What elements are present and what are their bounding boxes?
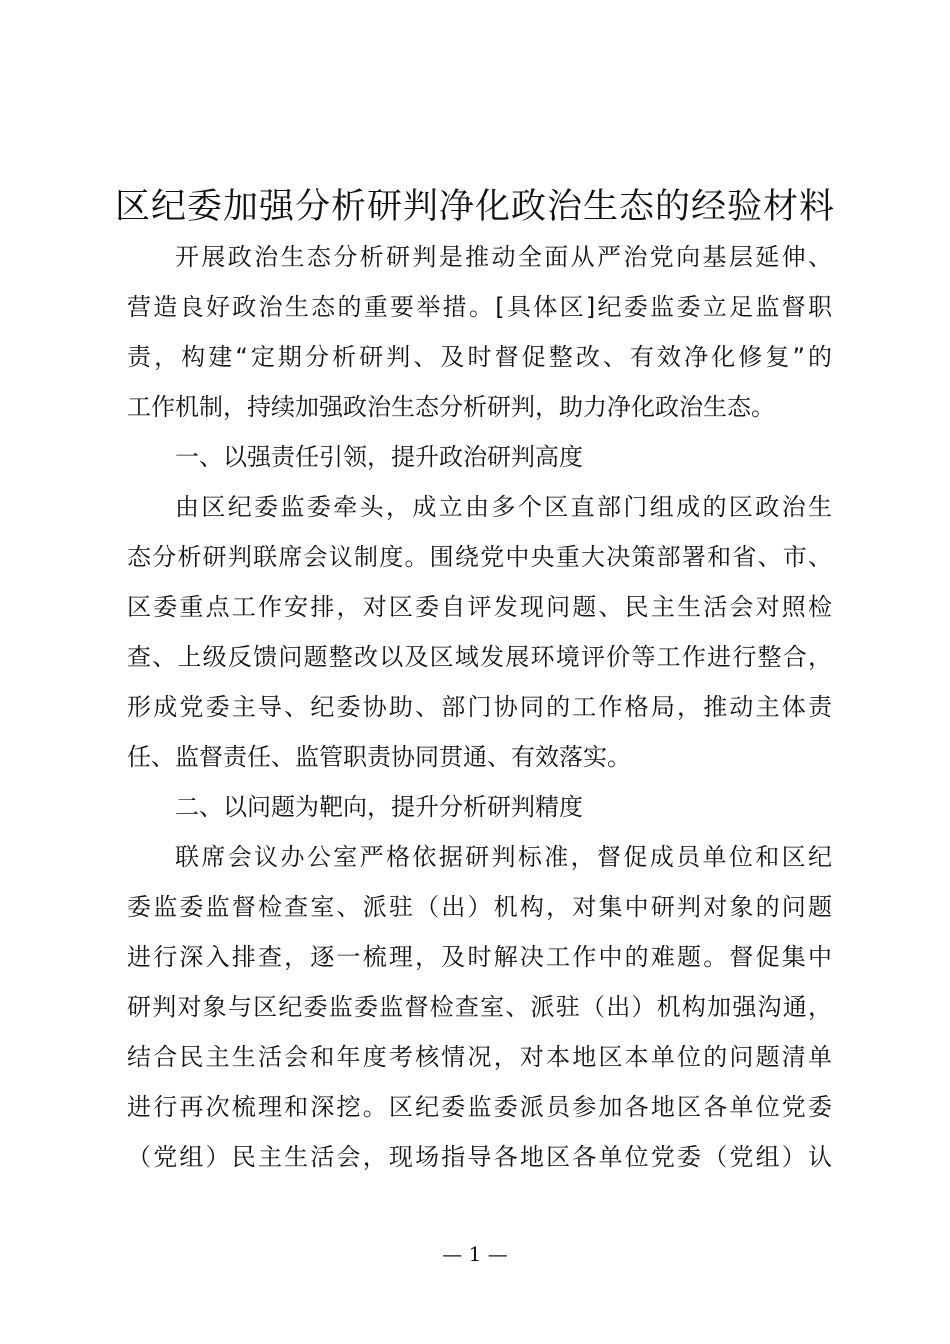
intro-paragraph	[127, 232, 832, 432]
section-2-paragraph	[127, 832, 832, 1182]
document-body	[127, 232, 832, 1182]
text-line: 营造良好政治生态的重要举措。[具体区]纪委监委立足监督职	[127, 293, 832, 321]
document-title: 区纪委加强分析研判净化政治生态的经验材料	[114, 187, 835, 227]
text-line: 联席会议办公室严格依据研判标准，督促成员单位和区纪	[175, 843, 832, 871]
text-line: 任、监督责任、监管职责协同贯通、有效落实。	[127, 743, 631, 771]
text-line: 进行再次梳理和深挖。区纪委监委派员参加各地区各单位党委	[127, 1093, 832, 1121]
text-line: 区委重点工作安排，对区委自评发现问题、民主生活会对照检	[127, 593, 832, 621]
text-line: 开展政治生态分析研判是推动全面从严治党向基层延伸、	[175, 243, 832, 271]
text-line: 工作机制，持续加强政治生态分析研判，助力净化政治生态。	[127, 393, 775, 421]
text-line: 形成党委主导、纪委协助、部门协同的工作格局，推动主体责	[127, 693, 832, 721]
text-line: 由区纪委监委牵头，成立由多个区直部门组成的区政治生	[175, 493, 832, 521]
page-number: — 1 —	[442, 1242, 508, 1266]
text-line: 态分析研判联席会议制度。围绕党中央重大决策部署和省、市、	[127, 543, 832, 571]
text-line: 委监委监督检查室、派驻（出）机构，对集中研判对象的问题	[127, 893, 832, 921]
text-line: 责，构建“定期分析研判、及时督促整改、有效净化修复”的	[127, 343, 832, 371]
text-line: 结合民主生活会和年度考核情况，对本地区本单位的问题清单	[127, 1043, 832, 1071]
text-line: 进行深入排查，逐一梳理，及时解决工作中的难题。督促集中	[127, 943, 832, 971]
text-line: （党组）民主生活会，现场指导各地区各单位党委（党组）认	[127, 1143, 832, 1171]
section-heading-2: 二、以问题为靶向，提升分析研判精度	[175, 793, 583, 821]
section-heading-1: 一、以强责任引领，提升政治研判高度	[175, 443, 583, 471]
section-1-paragraph	[127, 482, 832, 782]
text-line: 研判对象与区纪委监委监督检查室、派驻（出）机构加强沟通，	[127, 993, 832, 1021]
text-line: 查、上级反馈问题整改以及区域发展环境评价等工作进行整合，	[127, 643, 832, 671]
